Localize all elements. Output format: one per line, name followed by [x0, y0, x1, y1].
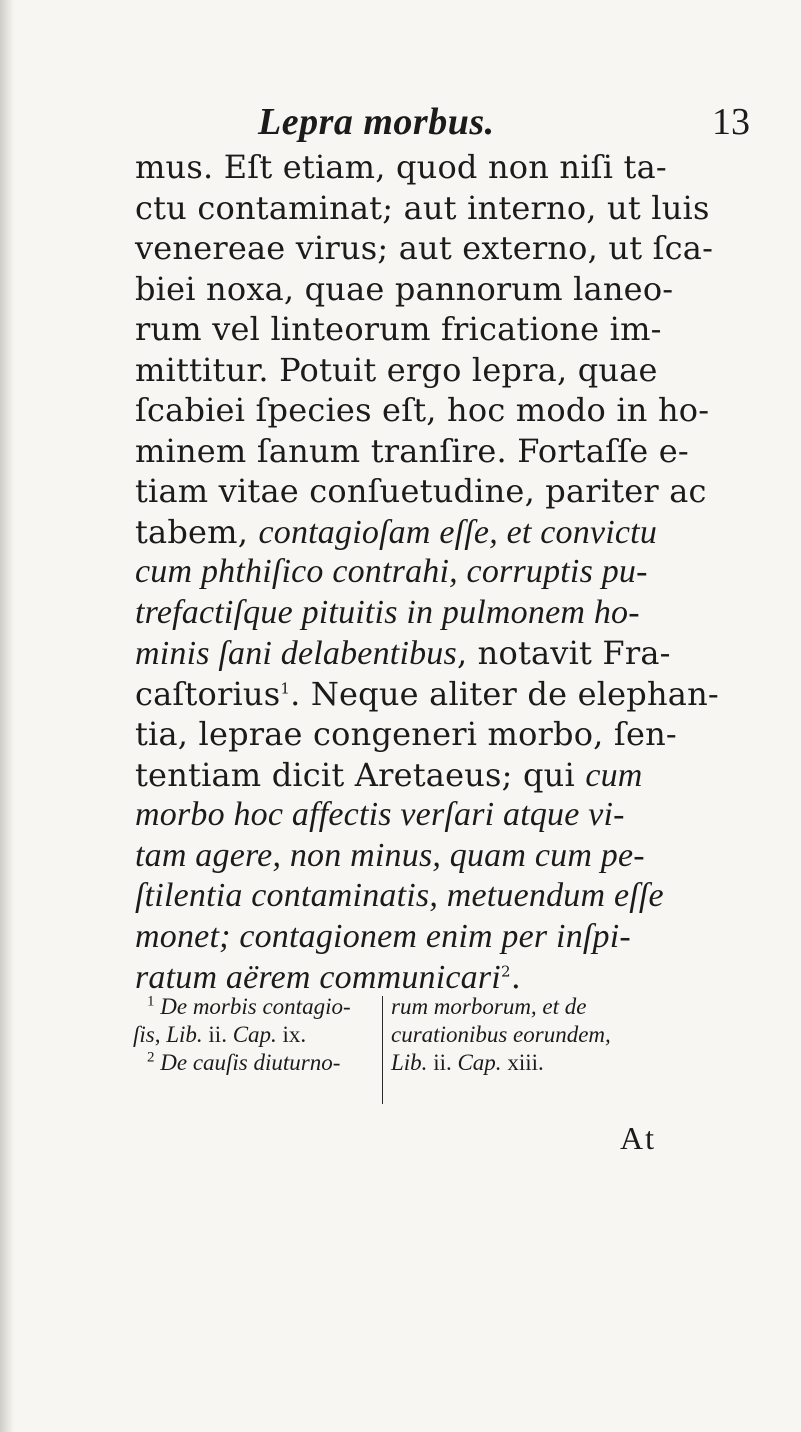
text-italic: ratum aërem communicari [135, 959, 501, 996]
footnote-abbrev: Lib. [391, 1050, 428, 1075]
text-roman: , notavit Fra- [456, 634, 671, 672]
text-roman: tabem, [135, 512, 259, 551]
footnote-title: De cauſis diuturno- [160, 1050, 341, 1075]
text-line [135, 957, 667, 998]
main-text [135, 147, 719, 998]
footnotes-left-column [133, 993, 378, 1077]
footnote-abbrev: Cap. [232, 1022, 277, 1047]
footnote-line [133, 1021, 378, 1049]
text-line-italic: tam agere, non minus, quam cum pe- [135, 836, 645, 874]
text-roman: tentiam dicit Aretaeus; qui [135, 755, 586, 794]
text-line [135, 512, 667, 553]
text-line-italic: ſtilentia contaminatis, metuendum eſſe [135, 877, 664, 914]
footnotes [133, 993, 673, 1113]
text-roman: . Neque aliter de elephan- [290, 674, 719, 713]
footnote-text: , [154, 1022, 167, 1047]
footnote-ref-1: 1 [280, 678, 291, 697]
text-line: biei noxa, quae pannorum laneo- [135, 269, 674, 308]
footnote-line [391, 1049, 673, 1077]
text-roman: . [510, 958, 522, 996]
footnote-ref-2: 2 [500, 962, 511, 981]
footnote-number: 1 [147, 993, 155, 1010]
footnote-text: ii. [427, 1050, 458, 1075]
footnote-text: ix. [276, 1022, 307, 1047]
footnote-number: 2 [147, 1049, 155, 1066]
text-line-italic: cum phthiſico contrahi, corruptis pu- [135, 553, 648, 590]
text-line: tia, leprae congeneri morbo, ſen- [135, 715, 677, 753]
page-number: 13 [712, 101, 750, 143]
text-line: ctu contaminat; aut interno, ut luis [135, 188, 710, 227]
text-line [135, 755, 667, 796]
footnote-text: ii. [202, 1022, 233, 1047]
footnotes-right-column [391, 993, 673, 1077]
footnote-line [133, 993, 378, 1021]
footnote-line [391, 993, 673, 1021]
text-line [135, 674, 719, 715]
text-line: tiam vitae conſuetudine, pariter ac [135, 472, 707, 510]
page-header [0, 100, 801, 150]
text-line-italic: morbo hoc affectis verſari atque vi- [135, 796, 625, 833]
text-line-italic: trefactiſque pituitis in pulmonem ho- [135, 593, 640, 631]
footnote-title: curationibus eorundem, [391, 1022, 611, 1047]
catchword: At [620, 1120, 656, 1156]
text-italic: contagioſam eſſe, et convictu [258, 513, 658, 551]
footnote-title: ſis [133, 1022, 155, 1047]
footnote-text: xiii. [501, 1050, 544, 1075]
text-line: mus. Eſt etiam, quod non niſi ta- [135, 148, 667, 186]
footnote-column-divider [382, 996, 383, 1104]
running-title: Lepra morbus. [258, 101, 495, 143]
footnote-line [133, 1049, 378, 1077]
text-line-italic: monet; contagionem enim per inſpi- [135, 917, 631, 955]
footnote-title: rum morborum, et de [391, 994, 587, 1019]
text-line: ſcabiei ſpecies eſt, hoc modo in ho- [135, 391, 710, 429]
text-line: mittitur. Potuit ergo lepra, quae [135, 350, 658, 389]
text-italic: cum [585, 756, 643, 794]
text-line: venereae virus; aut externo, ut ſca- [135, 229, 714, 267]
text-line: minem ſanum tranſire. Fortaſſe e- [135, 431, 689, 470]
footnote-line [391, 1021, 673, 1049]
footnote-title: De morbis contagio- [160, 994, 351, 1019]
footnote-abbrev: Cap. [457, 1050, 502, 1075]
text-line [135, 633, 671, 674]
spine-shadow [0, 0, 14, 1432]
text-italic: minis ſani delabentibus [135, 635, 457, 672]
text-line: rum vel linteorum fricatione im- [135, 310, 662, 348]
footnote-abbrev: Lib. [166, 1022, 203, 1047]
text-roman: caſtorius [135, 674, 281, 713]
